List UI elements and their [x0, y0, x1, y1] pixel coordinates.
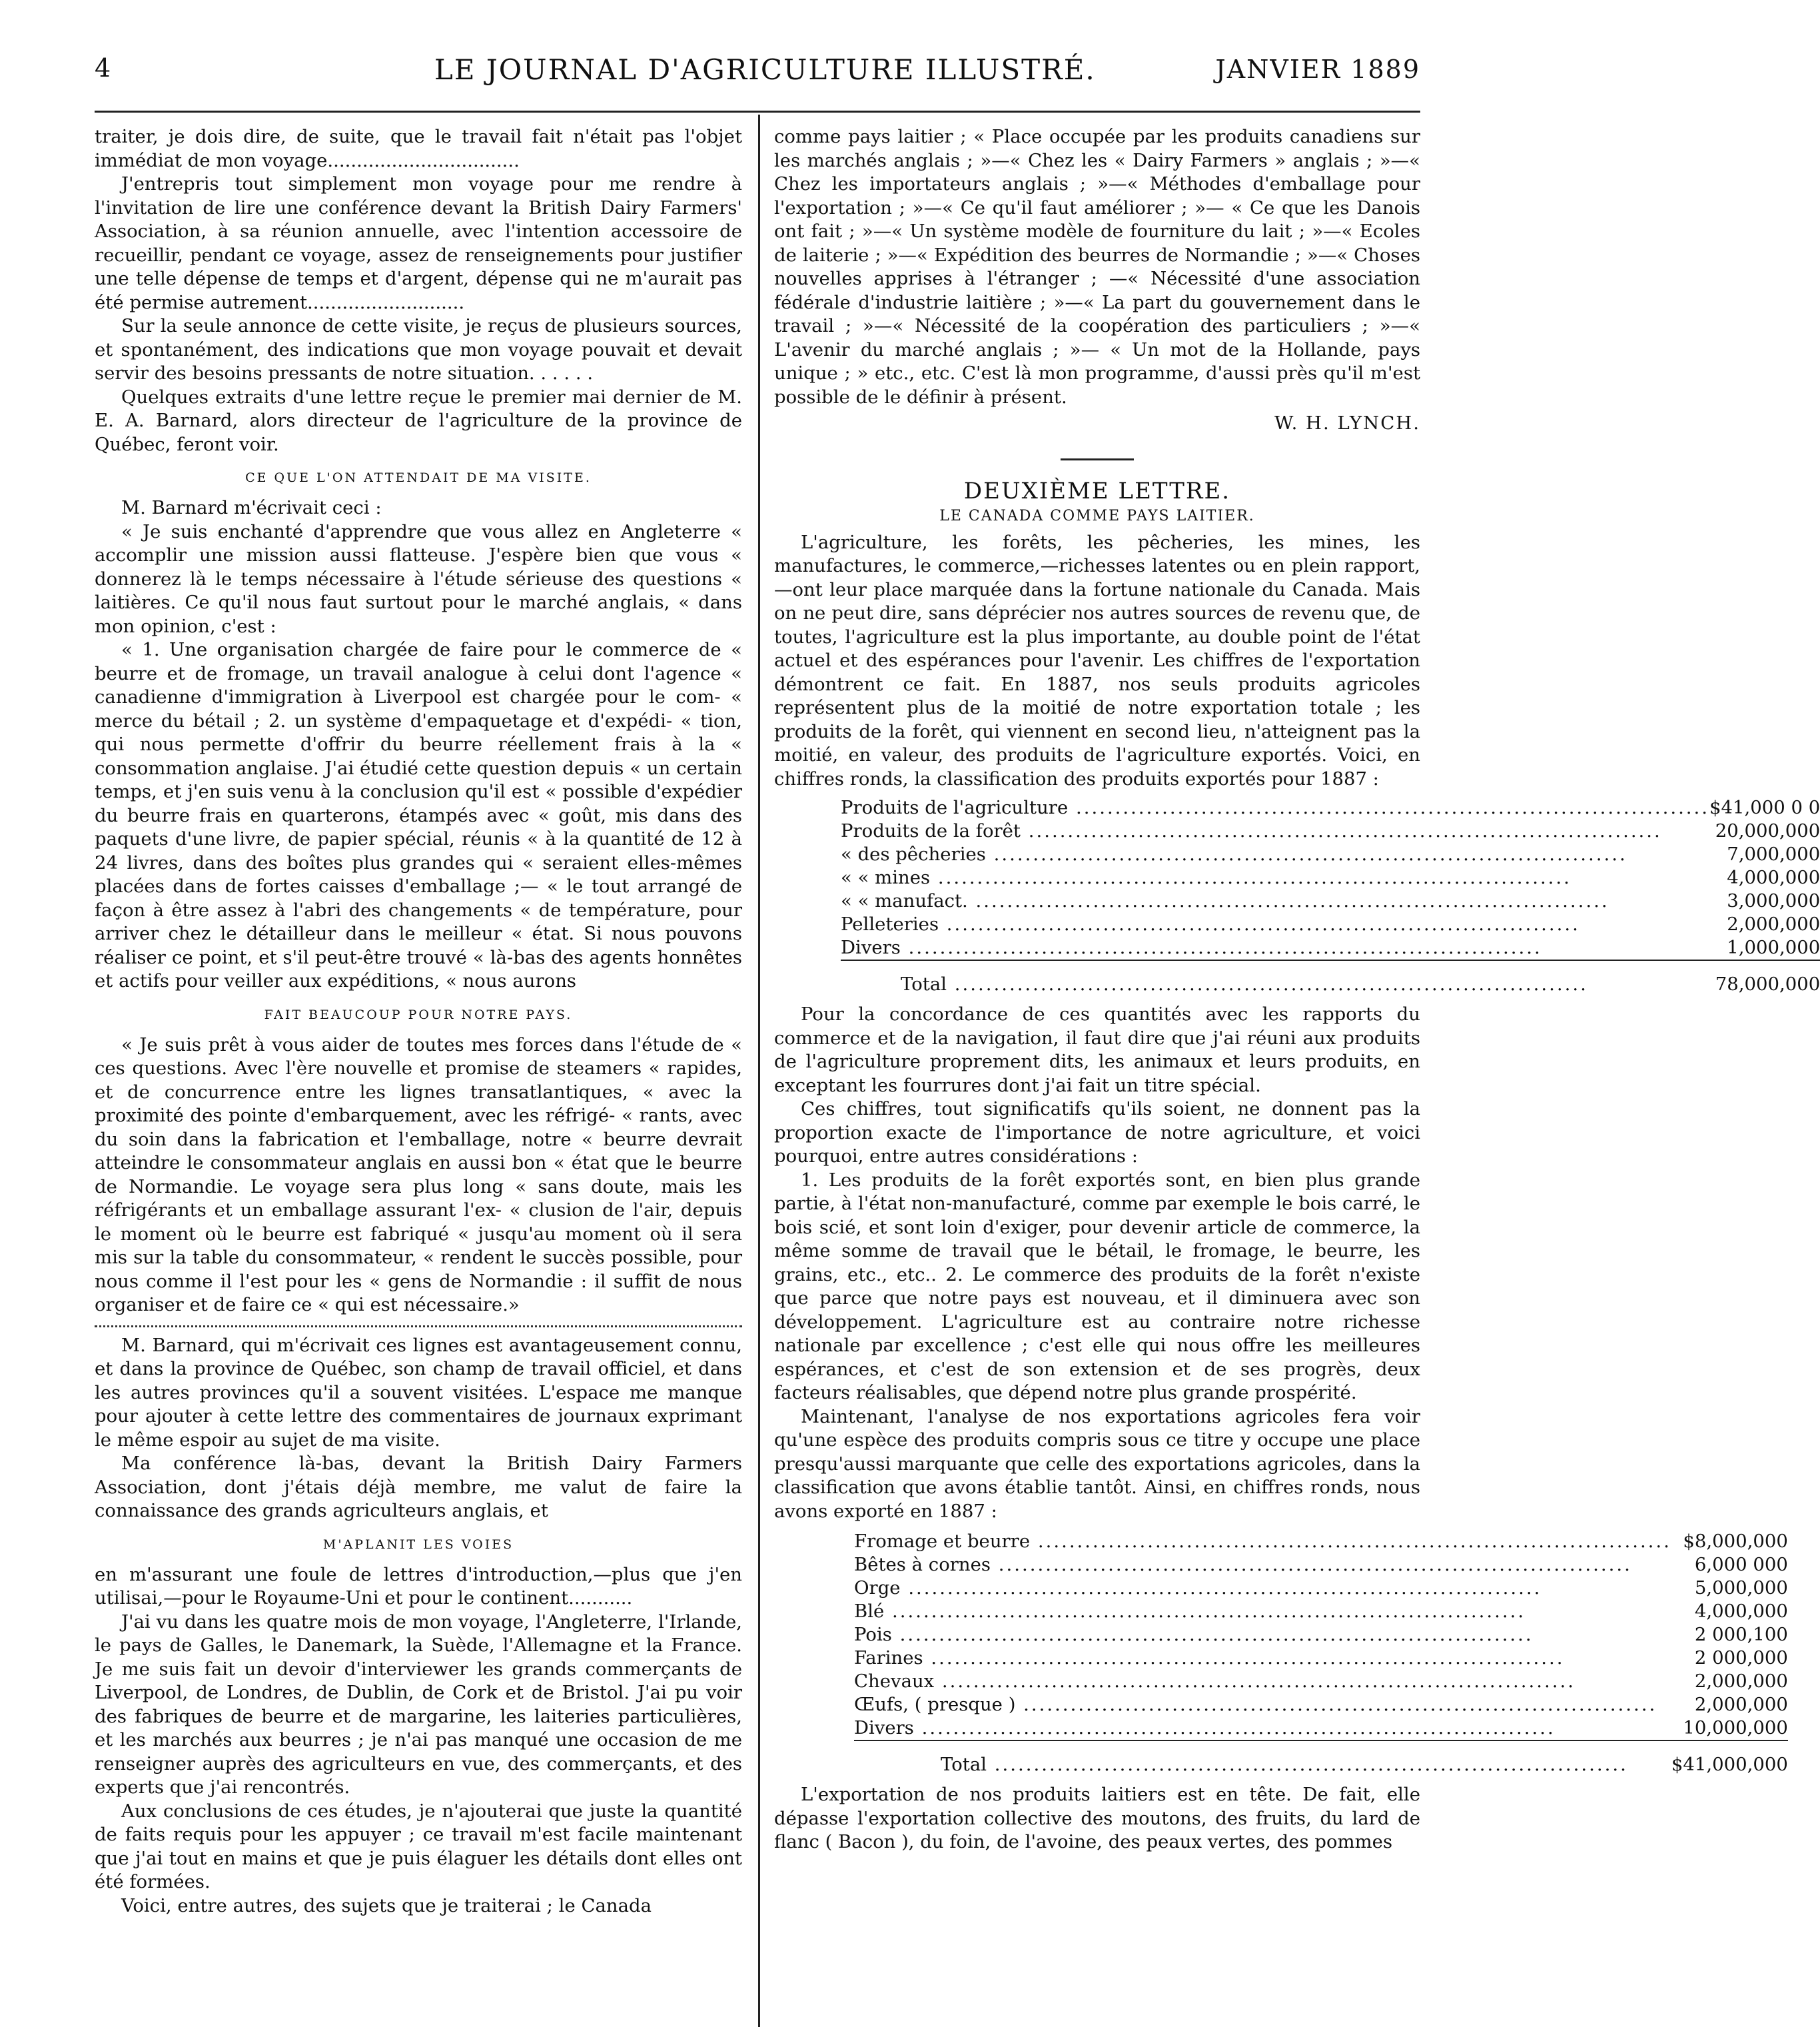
row-value: $41,000 0 0 — [1709, 797, 1820, 818]
table-row — [854, 1716, 1788, 1740]
author-signature: W. H. LYNCH. — [1274, 412, 1420, 434]
table-total-row — [841, 965, 1820, 996]
row-label: « « mines ..... — [841, 866, 1709, 890]
row-label: Orge ..... — [854, 1577, 1671, 1600]
total-value: 78,000,000 — [1715, 974, 1820, 995]
agricultural-exports-table — [854, 1530, 1788, 1776]
table-row — [841, 843, 1820, 866]
row-label: Pois ..... — [854, 1623, 1671, 1647]
row-label: Farines ..... — [854, 1647, 1671, 1670]
left-column — [95, 125, 742, 2031]
row-value: 1,000,000 — [1727, 937, 1820, 958]
exports-table-1887 — [841, 796, 1820, 996]
table-row — [841, 936, 1820, 960]
row-value: 2,000,000 — [1694, 1671, 1788, 1692]
section-heading: CE QUE L'ON ATTENDAIT DE MA VISITE. — [245, 470, 592, 485]
row-label: Chevaux ..... — [854, 1670, 1671, 1693]
row-label: Blé ..... — [854, 1600, 1671, 1623]
row-label: Produits de l'agriculture ..... — [841, 796, 1709, 820]
paragraph: L'agriculture, les forêts, les pêcheries, les mines, les manufactures, le commerce,—richesses latentes ou en plein rapport,—ont leur place marquée dans la fortune nationale du Canada. Mais on ne peut dire, sans déprécier nos autres sources de revenu que, de toutes, l'agriculture est la plus importante, au double point de l'état actuel et des espérances pour l'avenir. Les chiffres de l'exportation démontrent ce fait. En 1887, nos seuls produits agricoles représentent plus de la moitié de notre exportation totale ; les produits de la forêt, qui viennent en second lieu, n'atteignent pas la moitié, en valeur, des produits de l'agriculture exportés. Voici, en chiffres ronds, la classification des produits exportés pour 1887 : — [774, 531, 1420, 790]
table-row — [841, 820, 1820, 843]
letter-subtitle: LE CANADA COMME PAYS LAITIER. — [939, 507, 1255, 524]
paragraph: en m'assurant une foule de lettres d'introduction,—plus que j'en utilisai,—pour le Royaume-Uni et pour le continent........... — [95, 1563, 742, 1609]
header-rule — [95, 111, 1420, 113]
table-row — [854, 1670, 1788, 1693]
row-value: 2,000,000 — [1694, 1694, 1788, 1715]
table-row — [854, 1623, 1788, 1647]
row-label: Divers ..... — [854, 1716, 1671, 1740]
paragraph: J'entrepris tout simplement mon voyage pour me rendre à l'invitation de lire une conférence devant la British Dairy Farmers' Association, à sa réunion annuelle, avec l'intention accessoire de recueillir, pendant ce voyage, assez de renseignements pour justifier une telle dépense de temps et d'argent, dépense qui ne m'aurait pas été permise autrement........................... — [95, 173, 742, 313]
paragraph: J'ai vu dans les quatre mois de mon voyage, l'Angleterre, l'Irlande, le pays de Galles, le Danemark, la Suède, l'Allemagne et la France. Je me suis fait un devoir d'interviewer les grands commerçants de Liverpool, de Londres, de Dublin, de Cork et de Bristol. J'ai pu voir des fabriques de beurre et de margarine, les laiteries particulières, et les marchés aux beurres ; je n'ai pas manqué une occasion de me renseigner auprès des agriculteurs en vue, des commerçants, et des experts que j'ai rencontrés. — [95, 1611, 742, 1798]
table-row — [854, 1693, 1788, 1716]
row-label: Œufs, ( presque ) ..... — [854, 1693, 1671, 1716]
right-column — [774, 125, 1820, 2031]
section-heading: FAIT BEAUCOUP POUR NOTRE PAYS. — [264, 1007, 573, 1022]
table-rule — [854, 1740, 1788, 1745]
total-label: Total ..... — [854, 1745, 1671, 1776]
paragraph: Pour la concordance de ces quantités avec les rapports du commerce et de la navigation, il faut dire que j'ai réuni aux produits de l'agriculture proprement dits, les animaux et leurs produits, en exceptant les fourrures dont j'ai fait un titre spécial. — [774, 1004, 1420, 1096]
paragraph: Ces chiffres, tout significatifs qu'ils soient, ne donnent pas la proportion exacte de l'importance de notre agriculture, et voici pourquoi, entre autres considérations : — [774, 1098, 1420, 1167]
paragraph: Ma conférence là-bas, devant la British Dairy Farmers Association, dont j'étais déjà membre, me valut de faire la connaissance des grands agriculteurs anglais, et — [95, 1453, 742, 1521]
row-value: $8,000,000 — [1683, 1531, 1788, 1552]
row-label: « des pêcheries ..... — [841, 843, 1709, 866]
paragraph: M. Barnard m'écrivait ceci : — [121, 497, 382, 518]
row-value: 3,000,000 — [1727, 890, 1820, 912]
journal-title: LE JOURNAL D'AGRICULTURE ILLUSTRÉ. — [434, 53, 1096, 86]
row-value: 20,000,000 — [1715, 820, 1820, 842]
table-row — [841, 796, 1820, 820]
column-divider — [758, 115, 760, 2027]
paragraph: Maintenant, l'analyse de nos exportations agricoles fera voir qu'une espèce des produits compris sous ce titre y occupe une place presqu'aussi marquante que celle des exportations agricoles, dans la classification que avons établie tantôt. Ainsi, en chiffres ronds, nous avons exporté en 1887 : — [774, 1405, 1420, 1522]
row-value: 4,000,000 — [1727, 867, 1820, 888]
dotted-separator — [95, 1325, 742, 1327]
table-row — [854, 1530, 1788, 1553]
total-value: $41,000,000 — [1671, 1754, 1788, 1775]
quotation: « 1. Une organisation chargée de faire pour le commerce de « beurre et de fromage, un travail analogue à celui dont l'agence « canadienne d'immigration à Liverpool est chargée pour le com- « merce du bétail ; 2. un système d'empaquetage et d'expédi- « tion, qui nous permette d'offrir du beurre réellement frais à la « consommation anglaise. J'ai étudié cette question depuis « un certain temps, et j'en suis venu à la conclusion qu'il est « possible d'expédier du beurre frais en quarterons, étampés avec « goût, mis dans des paquets d'une livre, de papier spécial, réunis « à la quantité de 12 à 24 livres, dans des boîtes plus grandes qui « seraient elles-mêmes placées dans de fortes caisses d'emballage ;— « le tout arrangé de façon à être assez à l'abri des changements « de température, pour arriver chez le détailleur dans le meilleur « état. Si nous pouvons réaliser ce point, et s'il peut-être trouvé « là-bas des agents honnêtes et actifs pour veiller aux expéditions, « nous aurons — [95, 639, 742, 992]
row-value: 2 000,000 — [1694, 1647, 1788, 1669]
row-value: 5,000,000 — [1694, 1577, 1788, 1599]
table-row — [854, 1577, 1788, 1600]
table-row — [854, 1553, 1788, 1577]
paragraph: Sur la seule annonce de cette visite, je reçus de plusieurs sources, et spontanément, des indications que mon voyage pouvait et devait servir des besoins pressants de notre situation. . . . . . — [95, 315, 742, 384]
issue-date: JANVIER 1889 — [1215, 55, 1420, 84]
paragraph: traiter, je dois dire, de suite, que le travail fait n'était pas l'objet immédiat de mon voyage................................. — [95, 126, 742, 171]
row-label: Divers ..... — [841, 936, 1709, 960]
row-value: 2 000,100 — [1694, 1624, 1788, 1645]
paragraph: L'exportation de nos produits laitiers est en tête. De fait, elle dépasse l'exportation collective des moutons, des fruits, du lard de flanc ( Bacon ), du foin, de l'avoine, des peaux vertes, des pommes — [774, 1784, 1420, 1852]
row-label: Bêtes à cornes ..... — [854, 1553, 1671, 1577]
row-label: Fromage et beurre ..... — [854, 1530, 1671, 1553]
quotation: « Je suis prêt à vous aider de toutes mes forces dans l'étude de « ces questions. Avec l'ère nouvelle et promise de steamers « rapides, et de concurrence entre les lignes transatlantiques, « avec la proximité des pointe d'embarquement, avec les réfrigé- « rants, avec du soin dans la fabrication et l'emballage, notre « beurre devrait atteindre le consommateur anglais en aussi bon « état que le beurre de Normandie. Le voyage sera plus long « sans doute, mais les réfrigérants et un emballage assurant l'ex- « clusion de l'air, depuis le moment où le beurre est fabriqué « jusqu'au moment où il sera mis sur la table du consommateur, « rendent le succès possible, pour nous comme il l'est pour les « gens de Normandie : il suffit de nous organiser et de faire ce « qui est nécessaire.» — [95, 1033, 742, 1315]
total-label: Total ..... — [841, 965, 1709, 996]
row-label: Produits de la forêt ..... — [841, 820, 1709, 843]
page-number: 4 — [95, 53, 111, 83]
paragraph: Aux conclusions de ces études, je n'ajouterai que juste la quantité de faits requis pour les appuyer ; ce travail m'est facile maintenant que j'ai tout en mains et que je puis élaguer les détails dont elles ont été formées. — [95, 1800, 742, 1892]
row-value: 6,000 000 — [1694, 1554, 1788, 1575]
paragraph: Voici, entre autres, des sujets que je traiterai ; le Canada — [121, 1894, 652, 1916]
paragraph: M. Barnard, qui m'écrivait ces lignes est avantageusement connu, et dans la province de Québec, son champ de travail officiel, et dans les autres provinces qu'il a souvent visitées. L'espace me manque pour ajouter à cette lettre des commentaires de journaux exprimant le même espoir au sujet de ma visite. — [95, 1334, 742, 1451]
row-value: 2,000,000 — [1727, 914, 1820, 935]
page-header — [95, 49, 1420, 96]
row-value: 10,000,000 — [1683, 1717, 1788, 1738]
section-rule — [1061, 458, 1134, 460]
table-row — [854, 1647, 1788, 1670]
section-heading: M'APLANIT LES VOIES — [322, 1537, 514, 1552]
paragraph: Quelques extraits d'une lettre reçue le premier mai dernier de M. E. A. Barnard, alors directeur de l'agriculture de la province de Québec, feront voir. — [95, 386, 742, 455]
quotation: « Je suis enchanté d'apprendre que vous allez en Angleterre « accomplir une mission aussi flatteuse. J'espère bien que vous « donnerez là le temps nécessaire à l'étude sérieuse des questions « laitières. Ce qu'il nous faut surtout pour le marché anglais, « dans mon opinion, c'est : — [95, 520, 742, 637]
row-label: « « manufact. ..... — [841, 890, 1709, 913]
table-row — [841, 913, 1820, 936]
table-row — [841, 866, 1820, 890]
table-rule — [841, 960, 1820, 965]
row-value: 4,000,000 — [1694, 1601, 1788, 1622]
row-label: Pelleteries ..... — [841, 913, 1709, 936]
row-value: 7,000,000 — [1727, 844, 1820, 865]
paragraph: comme pays laitier ; « Place occupée par les produits canadiens sur les marchés anglais ; »—« Chez les « Dairy Farmers » anglais ; »—« Chez les importateurs anglais ; »—« Méthodes d'emballage pour l'exportation ; »—« Ce qu'il faut améliorer ; »— « Ce que les Danois ont fait ; »—« Un système modèle de fourniture du lait ; »—« Ecoles de laiterie ; »—« Expédition des beurres de Normandie ; »—« Choses nouvelles apprises à l'étranger ; —« Nécessité d'une association fédérale d'industrie laitière ; »—« La part du gouvernement dans le travail ; »—« Nécessité de la coopération des particuliers ; »—« L'avenir du marché anglais ; »— « Un mot de la Hollande, pays unique ; » etc., etc. C'est là mon programme, d'aussi près qu'il m'est possible de le définir à présent. — [774, 126, 1420, 408]
paragraph: 1. Les produits de la forêt exportés sont, en bien plus grande partie, à l'état non-manufacturé, comme par exemple le bois carré, le bois scié, et sont loin d'exiger, pour devenir article de commerce, la même somme de travail que le bétail, le fromage, le beurre, les grains, etc., etc.. 2. Le commerce des produits de la forêt n'existe que parce que notre pays est nouveau, et il diminuera avec son développement. L'agriculture est au contraire notre richesse nationale par excellence ; c'est elle qui nous offre les meilleures espérances, et c'est de son extension et de ses progrès, deux facteurs réalisables, que dépend notre plus grande prospérité. — [774, 1169, 1420, 1403]
table-total-row — [854, 1745, 1788, 1776]
letter-title: DEUXIÈME LETTRE. — [963, 477, 1231, 504]
table-row — [841, 890, 1820, 913]
table-row — [854, 1600, 1788, 1623]
